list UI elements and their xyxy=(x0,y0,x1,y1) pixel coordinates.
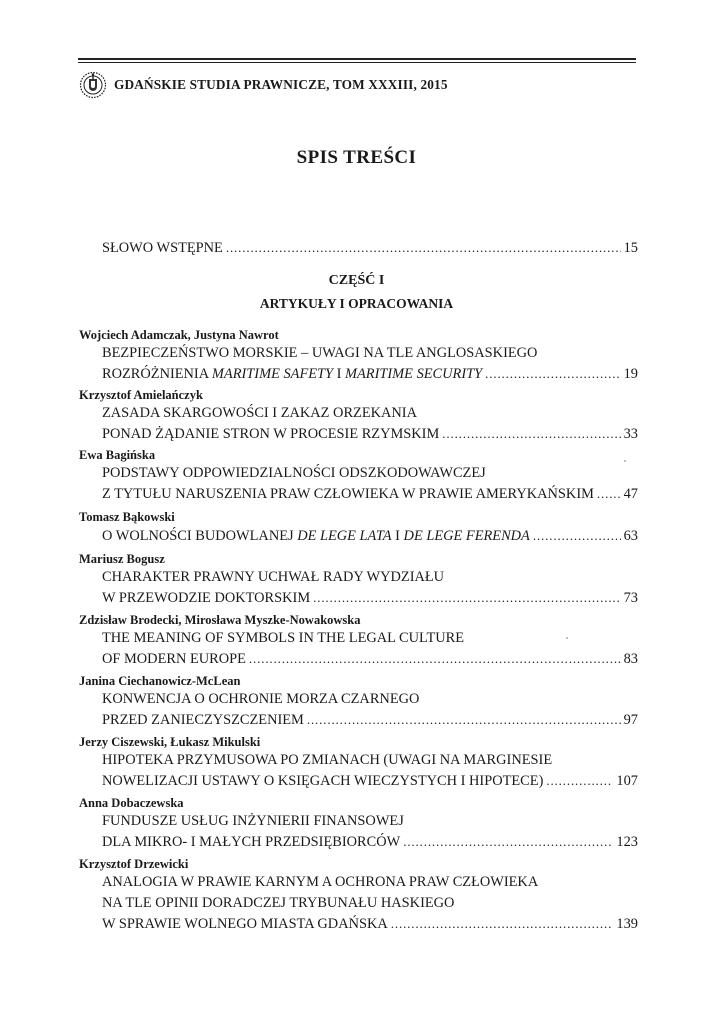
toc-entry-amielanczyk[interactable] xyxy=(102,426,638,443)
page-title: SPIS TREŚCI xyxy=(296,147,417,168)
dot-leader xyxy=(391,916,614,932)
toc-entry-ciechanowicz[interactable] xyxy=(102,712,638,729)
entry-authors: Anna Dobaczewska xyxy=(79,796,184,810)
dot-leader xyxy=(485,366,620,382)
toc-entry-bakowski[interactable] xyxy=(102,528,638,545)
entry-title: ROZRÓŻNIENIA MARITIME SAFETY I MARITIME SECURITY xyxy=(102,366,483,382)
scan-speck xyxy=(624,460,626,462)
toc-entry-foreword[interactable] xyxy=(102,240,638,257)
entry-title-line: FUNDUSZE USŁUG INŻYNIERII FINANSOWEJ xyxy=(102,813,404,829)
entry-title: OF MODERN EUROPE xyxy=(102,651,246,667)
entry-title-line: ANALOGIA W PRAWIE KARNYM A OCHRONA PRAW CZŁOWIEKA xyxy=(102,874,539,890)
dot-leader xyxy=(403,834,613,850)
page-number: 47 xyxy=(623,486,638,502)
toc-entry-dobaczewska[interactable] xyxy=(102,834,638,851)
entry-title: PRZED ZANIECZYSZCZENIEM xyxy=(102,712,304,728)
dot-leader xyxy=(249,651,621,667)
journal-header xyxy=(78,73,448,97)
toc-entry-brodecki[interactable] xyxy=(102,651,638,668)
part-number: CZĘŚĆ I xyxy=(328,273,385,288)
entry-authors: Jerzy Ciszewski, Łukasz Mikulski xyxy=(79,735,261,749)
entry-title-line: CHARAKTER PRAWNY UCHWAŁ RADY WYDZIAŁU xyxy=(102,569,445,585)
entry-title: DLA MIKRO- I MAŁYCH PRZEDSIĘBIORCÓW xyxy=(102,834,401,850)
entry-title: W SPRAWIE WOLNEGO MIASTA GDAŃSKA xyxy=(102,916,388,932)
entry-title-line: PODSTAWY ODPOWIEDZIALNOŚCI ODSZKODOWAWCZEJ xyxy=(102,465,486,481)
entry-title-line: THE MEANING OF SYMBOLS IN THE LEGAL CULTURE xyxy=(102,630,465,646)
dot-leader xyxy=(597,486,621,502)
page-number: 83 xyxy=(623,651,638,667)
dot-leader xyxy=(313,590,620,606)
entry-title-line: ZASADA SKARGOWOŚCI I ZAKAZ ORZEKANIA xyxy=(102,405,417,421)
entry-title-line: KONWENCJA O OCHRONIE MORZA CZARNEGO xyxy=(102,691,420,707)
entry-authors: Janina Ciechanowicz-McLean xyxy=(79,674,241,688)
entry-title: NOWELIZACJI USTAWY O KSIĘGACH WIECZYSTYCH I HIPOTECE) xyxy=(102,773,544,789)
entry-authors: Krzysztof Drzewicki xyxy=(79,857,189,871)
page-number: 139 xyxy=(616,916,638,932)
page-number: 97 xyxy=(623,712,638,728)
dot-leader xyxy=(442,426,620,442)
page-number: 73 xyxy=(623,590,638,606)
entry-authors: Mariusz Bogusz xyxy=(79,552,165,566)
header-rule-thin xyxy=(78,62,636,63)
toc-entry-drzewicki[interactable] xyxy=(102,916,638,933)
entry-title: O WOLNOŚCI BUDOWLANEJ DE LEGE LATA I DE LEGE FERENDA xyxy=(102,528,530,544)
page-number: 19 xyxy=(623,366,638,382)
entry-authors: Ewa Bagińska xyxy=(79,448,156,462)
toc-entry-baginska[interactable] xyxy=(102,486,638,503)
entry-title: PONAD ŻĄDANIE STRON W PROCESIE RZYMSKIM xyxy=(102,426,440,442)
entry-title-line: HIPOTEKA PRZYMUSOWA PO ZMIANACH (UWAGI NA MARGINESIE xyxy=(102,752,553,768)
entry-authors: Tomasz Bąkowski xyxy=(79,510,175,524)
dot-leader xyxy=(307,712,621,728)
page-number: 63 xyxy=(623,528,638,544)
entry-authors: Krzysztof Amielańczyk xyxy=(79,388,203,402)
page-number: 33 xyxy=(623,426,638,442)
university-crest-icon xyxy=(78,71,108,99)
dot-leader xyxy=(546,773,613,789)
entry-title-line: NA TLE OPINII DORADCZEJ TRYBUNAŁU HASKIEGO xyxy=(102,895,455,911)
scan-speck xyxy=(566,637,568,639)
entry-authors: Zdzisław Brodecki, Mirosława Myszke-Nowakowska xyxy=(79,613,361,627)
page-number: 15 xyxy=(623,240,638,256)
journal-title: GDAŃSKIE STUDIA PRAWNICZE, TOM XXXIII, 2015 xyxy=(114,77,448,92)
part-name: ARTYKUŁY I OPRACOWANIA xyxy=(259,296,454,311)
entry-title: Z TYTUŁU NARUSZENIA PRAW CZŁOWIEKA W PRAWIE AMERYKAŃSKIM xyxy=(102,486,594,502)
entry-title: SŁOWO WSTĘPNE xyxy=(102,240,223,256)
toc-entry-bogusz[interactable] xyxy=(102,590,638,607)
toc-entry-ciszewski[interactable] xyxy=(102,773,638,790)
dot-leader xyxy=(533,528,621,544)
header-rule-thick xyxy=(78,58,636,60)
page-number: 123 xyxy=(616,834,638,850)
toc-entry-adamczak[interactable] xyxy=(102,366,638,383)
entry-title: W PRZEWODZIE DOKTORSKIM xyxy=(102,590,311,606)
page-number: 107 xyxy=(616,773,638,789)
entry-title-line: BEZPIECZEŃSTWO MORSKIE – UWAGI NA TLE ANGLOSASKIEGO xyxy=(102,345,538,361)
dot-leader xyxy=(226,240,621,256)
entry-authors: Wojciech Adamczak, Justyna Nawrot xyxy=(79,328,279,342)
